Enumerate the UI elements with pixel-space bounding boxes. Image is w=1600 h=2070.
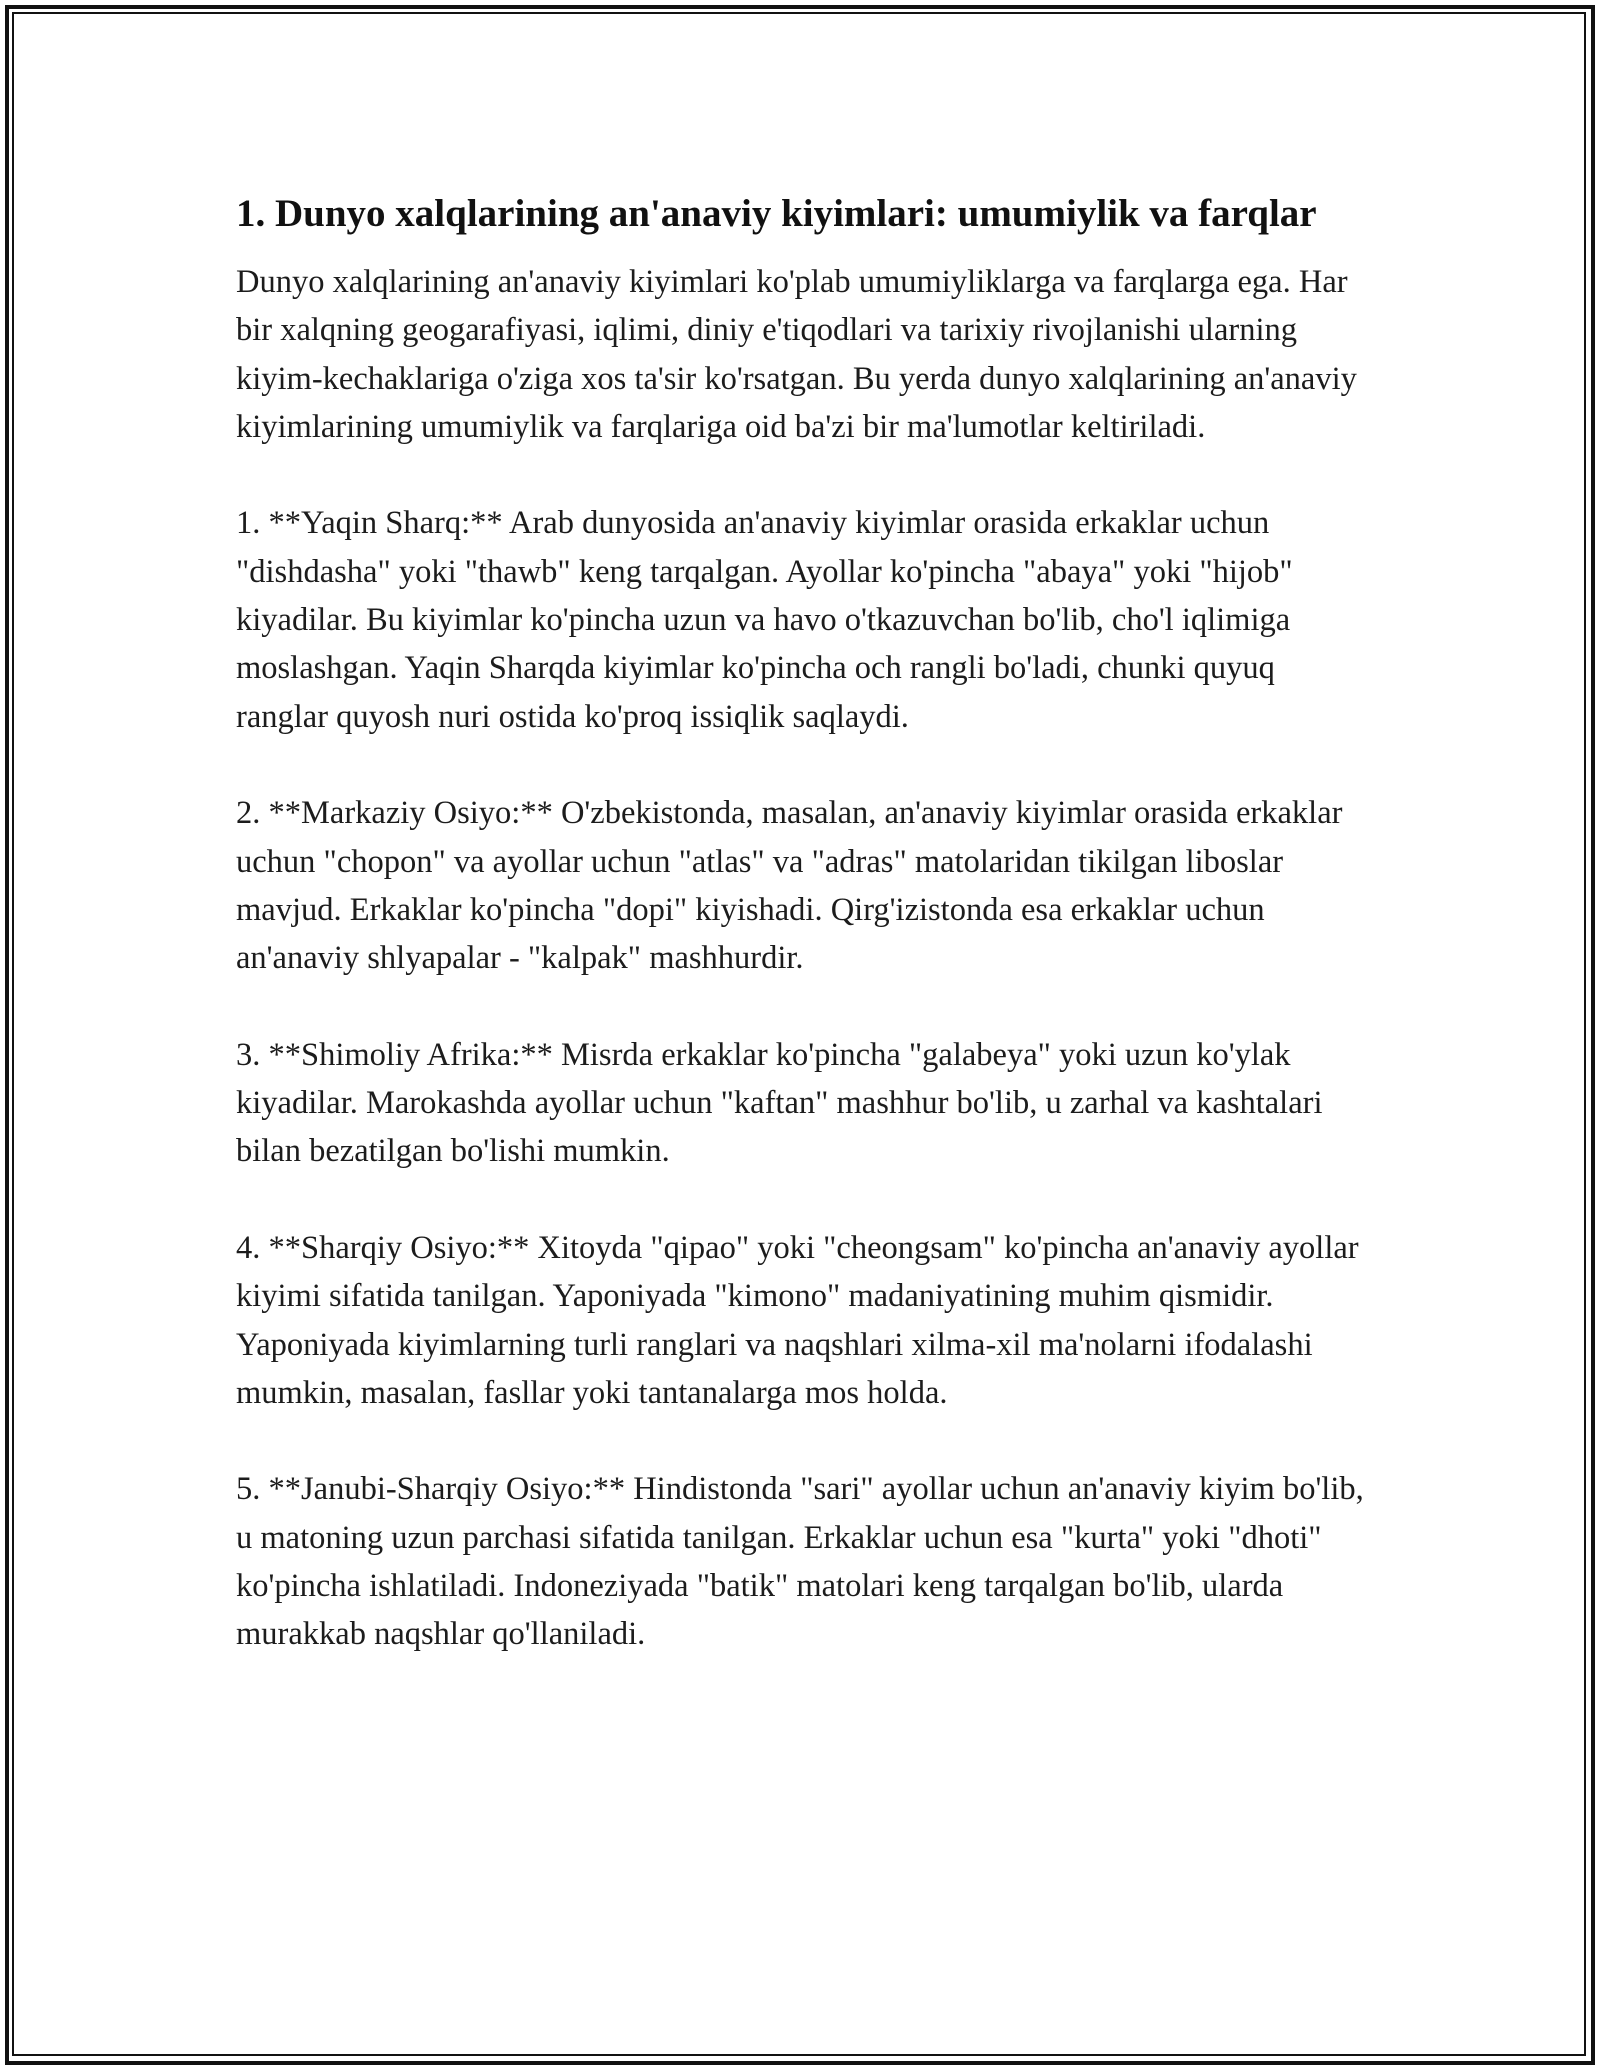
intro-paragraph: Dunyo xalqlarining an'anaviy kiyimlari ko'plab umumiyliklarga va farqlarga ega. Har bir xalqning geogarafiyasi, iqlimi, diniy e'tiqodlari va tarixiy rivojlanishi ularning kiyim-kechaklariga o'ziga xos ta'sir ko'rsatgan. Bu yerda dunyo xalqlarining an'anaviy kiyimlarining umumiylik va farqlariga oid ba'zi bir ma'lumotlar keltiriladi.: [236, 264, 1357, 445]
document-title: 1. Dunyo xalqlarining an'anaviy kiyimlari: umumiylik va farqlar: [236, 192, 1317, 235]
section-paragraph-north-africa: 3. **Shimoliy Afrika:** Misrda erkaklar ko'pincha "galabeya" yoki uzun ko'ylak kiyadilar. Marokashda ayollar uchun "kaftan" mashhur bo'lib, u zarhal va kashtalari bilan bezatilgan bo'lishi mumkin.: [236, 1036, 1323, 1170]
section-paragraph-east-asia: 4. **Sharqiy Osiyo:** Xitoyda "qipao" yoki "cheongsam" ko'pincha an'anaviy ayollar kiyimi sifatida tanilgan. Yaponiyada "kimono" madaniyatining muhim qismidir. Yaponiyada kiyimlarning turli ranglari va naqshlari xilma-xil ma'nolarni ifodalashi mumkin, masalan, fasllar yoki tantanalarga mos holda.: [236, 1229, 1359, 1411]
section-paragraph-central-asia: 2. **Markaziy Osiyo:** O'zbekistonda, masalan, an'anaviy kiyimlar orasida erkaklar uchun "chopon" va ayollar uchun "atlas" va "adras" matolaridan tikilgan liboslar mavjud. Erkaklar ko'pincha "dopi" kiyishadi. Qirg'izistonda esa erkaklar uchun an'anaviy shlyapalar - "kalpak" mashhurdir.: [236, 795, 1343, 977]
section-paragraph-middle-east: 1. **Yaqin Sharq:** Arab dunyosida an'anaviy kiyimlar orasida erkaklar uchun "dishdasha" yoki "thawb" keng tarqalgan. Ayollar ko'pincha "abaya" yoki "hijob" kiyadilar. Bu kiyimlar ko'pincha uzun va havo o'tkazuvchan bo'lib, cho'l iqlimiga moslashgan. Yaqin Sharqda kiyimlar ko'pincha och rangli bo'ladi, chunki quyuq ranglar quyosh nuri ostida ko'proq issiqlik saqlaydi.: [236, 505, 1293, 735]
document-body: [236, 186, 1366, 1707]
section-paragraph-southeast-asia: 5. **Janubi-Sharqiy Osiyo:** Hindistonda "sari" ayollar uchun an'anaviy kiyim bo'lib, u matoning uzun parchasi sifatida tanilgan. Erkaklar uchun esa "kurta" yoki "dhoti" ko'pincha ishlatiladi. Indoneziyada "batik" matolari keng tarqalgan bo'lib, ularda murakkab naqshlar qo'llaniladi.: [236, 1471, 1364, 1653]
